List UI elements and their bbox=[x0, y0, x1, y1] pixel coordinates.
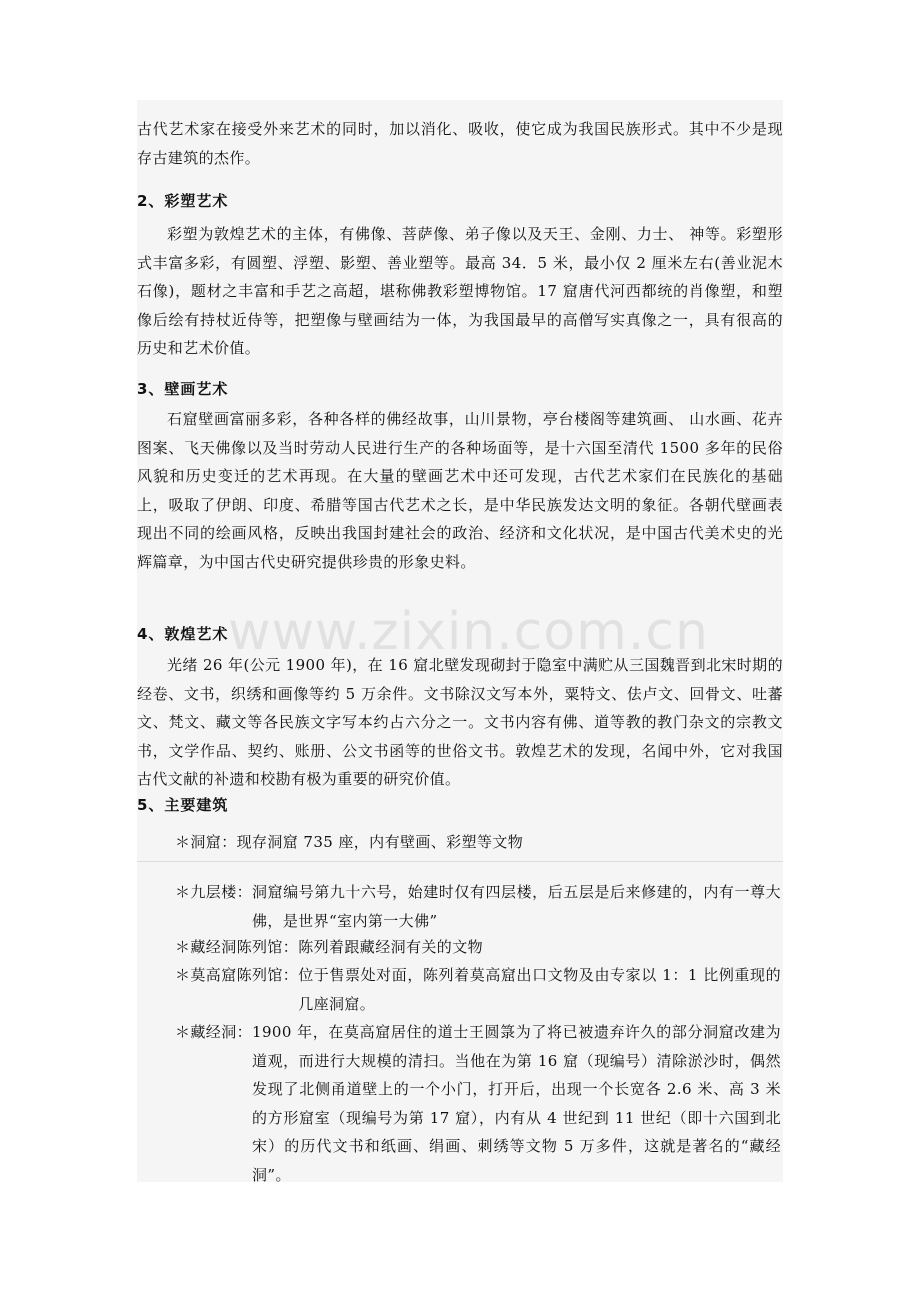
murals-text: 石窟壁画富丽多彩，各种各样的佛经故事，山川景物，亭台楼阁等建筑画、 山水画、花卉图案、飞天佛像以及当时劳动人民进行生产的各种场面等，是十六国至清代 1500 多年的民俗风貌和历史变迁的艺术再现。在大量的壁画艺术中还可发现，古代艺术家们在民族化的基础上，吸取了伊朗、印度、希腊等国古代艺术之长，是中华民族发达文明的象征。各朝代壁画表现出不同的绘画风格，反映出我国封建社会的政治、经济和文化状况，是中国古代美术史的光辉篇章，为中国古代史研究提供珍贵的形象史料。 bbox=[137, 410, 783, 571]
building-label: ＊藏经洞： bbox=[175, 1023, 253, 1041]
building-text: 1900 年，在莫高窟居住的道士王圆箓为了将已被遗弃许久的部分洞窟改建为道观，而进行大规模的清扫。当他在为第 16 窟（现编号）清除淤沙时，偶然发现了北侧甬道壁上的一个小门，打开后，出现一个长宽各 2.6 米、高 3 米的方形窟室（现编号为第 17 窟），内有从 4 世纪到 11 世纪（即十六国到北宋）的历代文书和纸画、绢画、刺绣等文物 5 万多件，这就是著名的“藏经洞”。 bbox=[252, 1023, 781, 1184]
section-heading-buildings: 5、主要建筑 bbox=[137, 796, 229, 814]
divider bbox=[137, 861, 783, 862]
building-item-nine-storey bbox=[175, 878, 781, 935]
section-heading-murals: 3、壁画艺术 bbox=[137, 380, 229, 398]
building-text: 陈列着跟藏经洞有关的文物 bbox=[298, 938, 484, 956]
section-heading-dunhuang: 4、敦煌艺术 bbox=[137, 625, 229, 643]
building-item-library-exhibition bbox=[175, 933, 781, 962]
building-item-library-cave bbox=[175, 1018, 781, 1189]
section-heading-sculpture: 2、彩塑艺术 bbox=[137, 192, 229, 210]
building-label: ＊洞窟： bbox=[175, 833, 237, 851]
building-text: 洞窟编号第九十六号，始建时仅有四层楼，后五层是后来修建的，内有一尊大佛，是世界“室内第一大佛” bbox=[252, 883, 781, 930]
intro-paragraph bbox=[137, 115, 783, 172]
murals-paragraph bbox=[137, 405, 783, 576]
watermark: www.zixin.com.cn bbox=[228, 602, 709, 662]
dunhuang-text: 光绪 26 年(公元 1900 年)，在 16 窟北壁发现砌封于隐室中满贮从三国魏晋到北宋时期的经卷、文书，织绣和画像等约 5 万余件。文书除汉文写本外，粟特文、佉卢文、回骨文、吐蕃文、梵文、藏文等各民族文字写本约占六分之一。文书内容有佛、道等教的教门杂文的宗教文书，文学作品、契约、账册、公文书函等的世俗文书。敦煌艺术的发现，名闻中外，它对我国古代文献的补遗和校勘有极为重要的研究价值。 bbox=[137, 656, 783, 788]
sculpture-paragraph bbox=[137, 220, 783, 363]
building-label: ＊九层楼： bbox=[175, 883, 253, 901]
building-item-caves bbox=[175, 828, 775, 857]
building-text: 位于售票处对面，陈列着莫高窟出口文物及由专家以 1：1 比例重现的几座洞窟。 bbox=[298, 966, 781, 1013]
building-label: ＊莫高窟陈列馆： bbox=[175, 966, 299, 984]
dunhuang-paragraph bbox=[137, 651, 783, 794]
intro-text: 古代艺术家在接受外来艺术的同时，加以消化、吸收，使它成为我国民族形式。其中不少是现存古建筑的杰作。 bbox=[137, 120, 783, 167]
building-item-mogao-exhibition bbox=[175, 961, 781, 1018]
building-label: ＊藏经洞陈列馆： bbox=[175, 938, 299, 956]
building-text: 现存洞窟 735 座，内有壁画、彩塑等文物 bbox=[236, 833, 524, 851]
sculpture-text: 彩塑为敦煌艺术的主体，有佛像、菩萨像、弟子像以及天王、金刚、力士、 神等。彩塑形式丰富多彩，有圆塑、浮塑、影塑、善业塑等。最高 34．5 米，最小仅 2 厘米左右(善业泥木石像)，题材之丰富和手艺之高超，堪称佛教彩塑博物馆。17 窟唐代河西都统的肖像塑，和塑像后绘有持杖近侍等，把塑像与壁画结为一体，为我国最早的高僧写实真像之一，具有很高的历史和艺术价值。 bbox=[137, 225, 783, 357]
